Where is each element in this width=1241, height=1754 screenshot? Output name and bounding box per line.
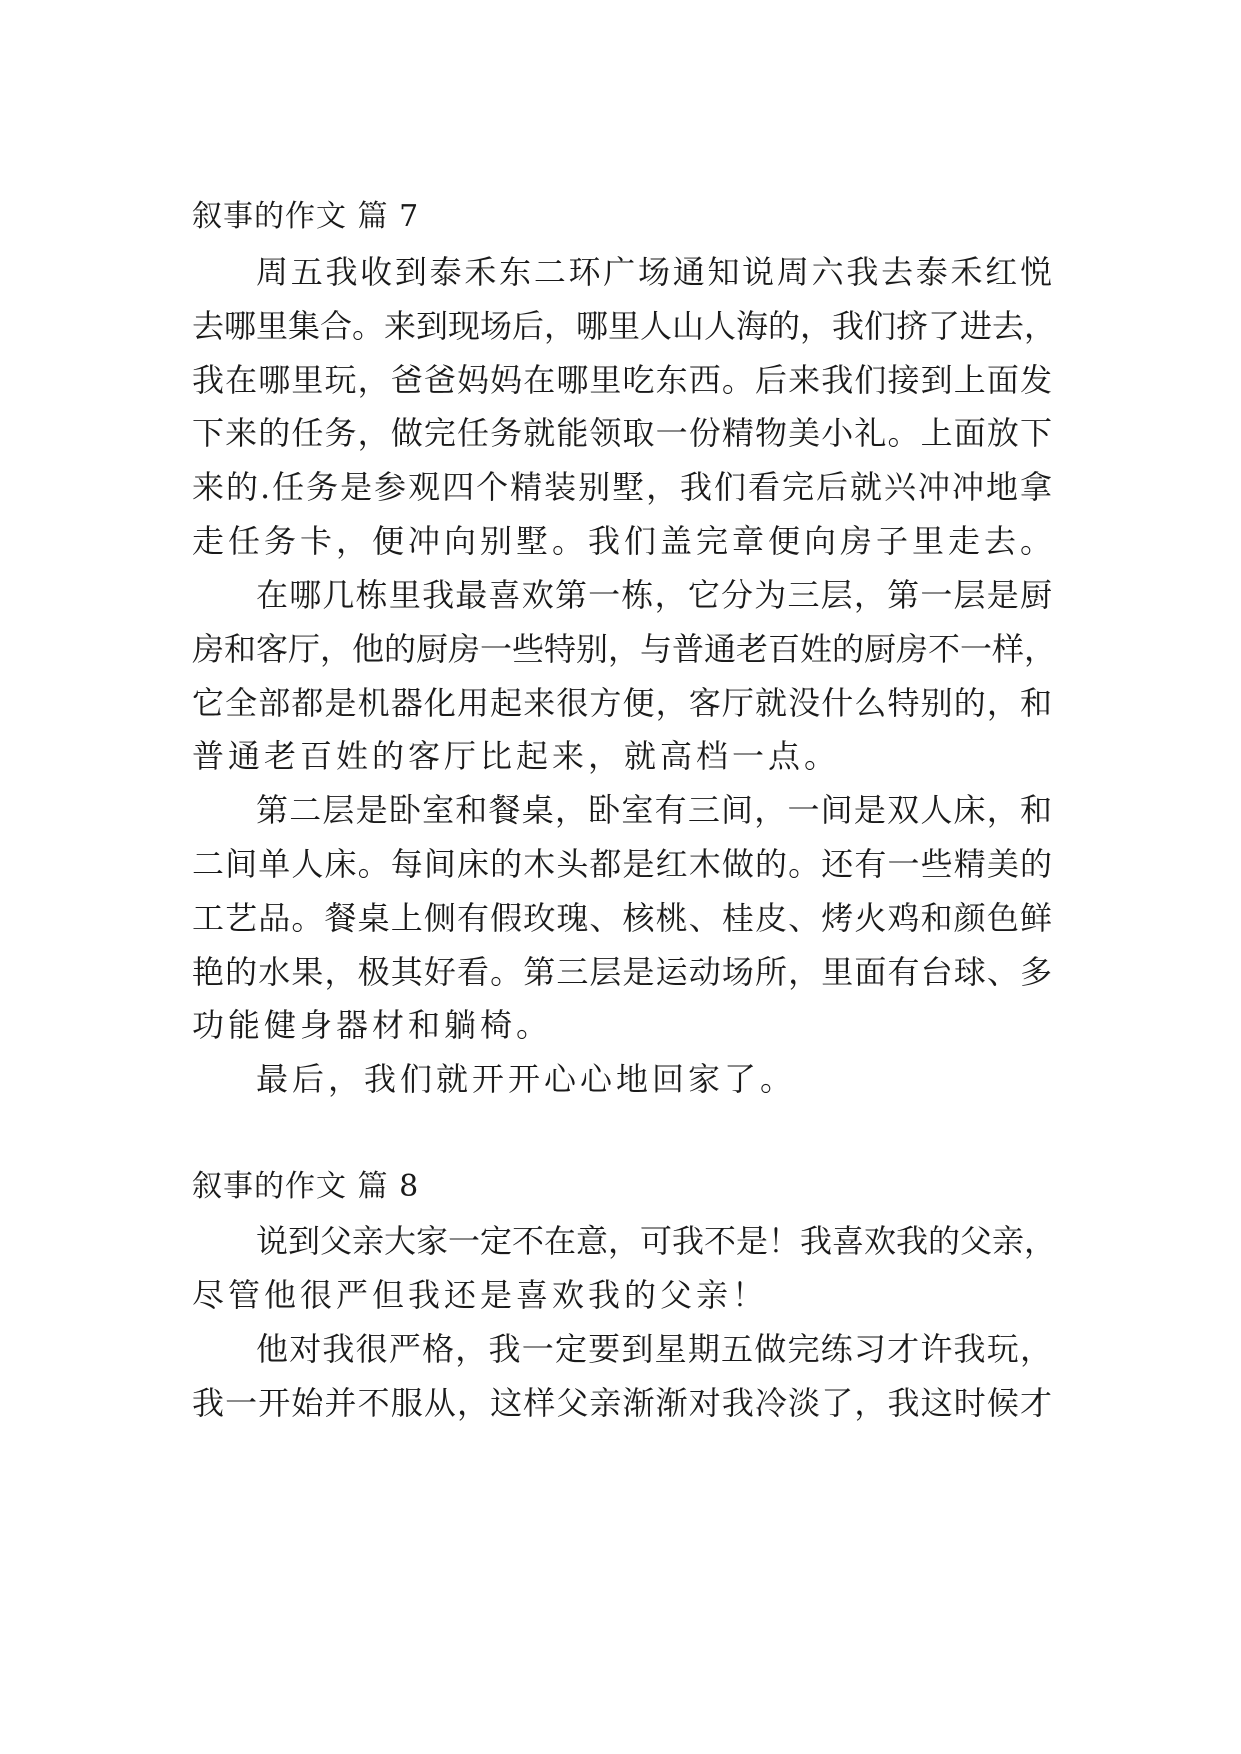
paragraph-line: 第二层是卧室和餐桌，卧室有三间，一间是双人床，和 [256,791,1052,829]
paragraph-line: 工艺品。餐桌上侧有假玫瑰、核桃、桂皮、烤火鸡和颜色鲜 [192,899,1052,937]
paragraph-line: 房和客厅，他的厨房一些特别，与普通老百姓的厨房不一样， [192,630,1057,668]
paragraph-line: 下来的任务，做完任务就能领取一份精物美小礼。上面放下 [192,414,1052,452]
paragraph-line: 去哪里集合。来到现场后，哪里人山人海的，我们挤了进去， [192,307,1057,345]
paragraph-line: 周五我收到泰禾东二环广场通知说周六我去泰禾红悦 [256,253,1052,291]
paragraph-line: 二间单人床。每间床的木头都是红木做的。还有一些精美的 [192,845,1052,883]
paragraph-line: 艳的水果，极其好看。第三层是运动场所，里面有台球、多 [192,953,1052,991]
paragraph-line: 功能健身器材和躺椅。 [192,1006,553,1044]
section-heading-8: 叙事的作文 篇 8 [192,1169,420,1204]
paragraph-line: 尽管他很严但我还是喜欢我的父亲！ [192,1276,769,1314]
paragraph-line: 我一开始并不服从，这样父亲渐渐对我冷淡了，我这时候才 [192,1384,1052,1422]
paragraph-line: 最后，我们就开开心心地回家了。 [256,1060,797,1098]
paragraph-line: 它全部都是机器化用起来很方便，客厅就没什么特别的，和 [192,684,1052,722]
section-heading-7: 叙事的作文 篇 7 [192,199,420,234]
paragraph-line: 普通老百姓的客厅比起来，就高档一点。 [192,737,841,775]
paragraph-line: 走任务卡，便冲向别墅。我们盖完章便向房子里走去。 [192,522,1057,560]
paragraph-line: 在哪几栋里我最喜欢第一栋，它分为三层，第一层是厨 [256,576,1052,614]
paragraph-line: 我在哪里玩，爸爸妈妈在哪里吃东西。后来我们接到上面发 [192,361,1052,399]
paragraph-line: 说到父亲大家一定不在意，可我不是！我喜欢我的父亲， [256,1222,1057,1260]
paragraph-line: 他对我很严格，我一定要到星期五做完练习才许我玩， [256,1330,1052,1368]
paragraph-line: 来的.任务是参观四个精装别墅，我们看完后就兴冲冲地拿 [192,468,1052,506]
